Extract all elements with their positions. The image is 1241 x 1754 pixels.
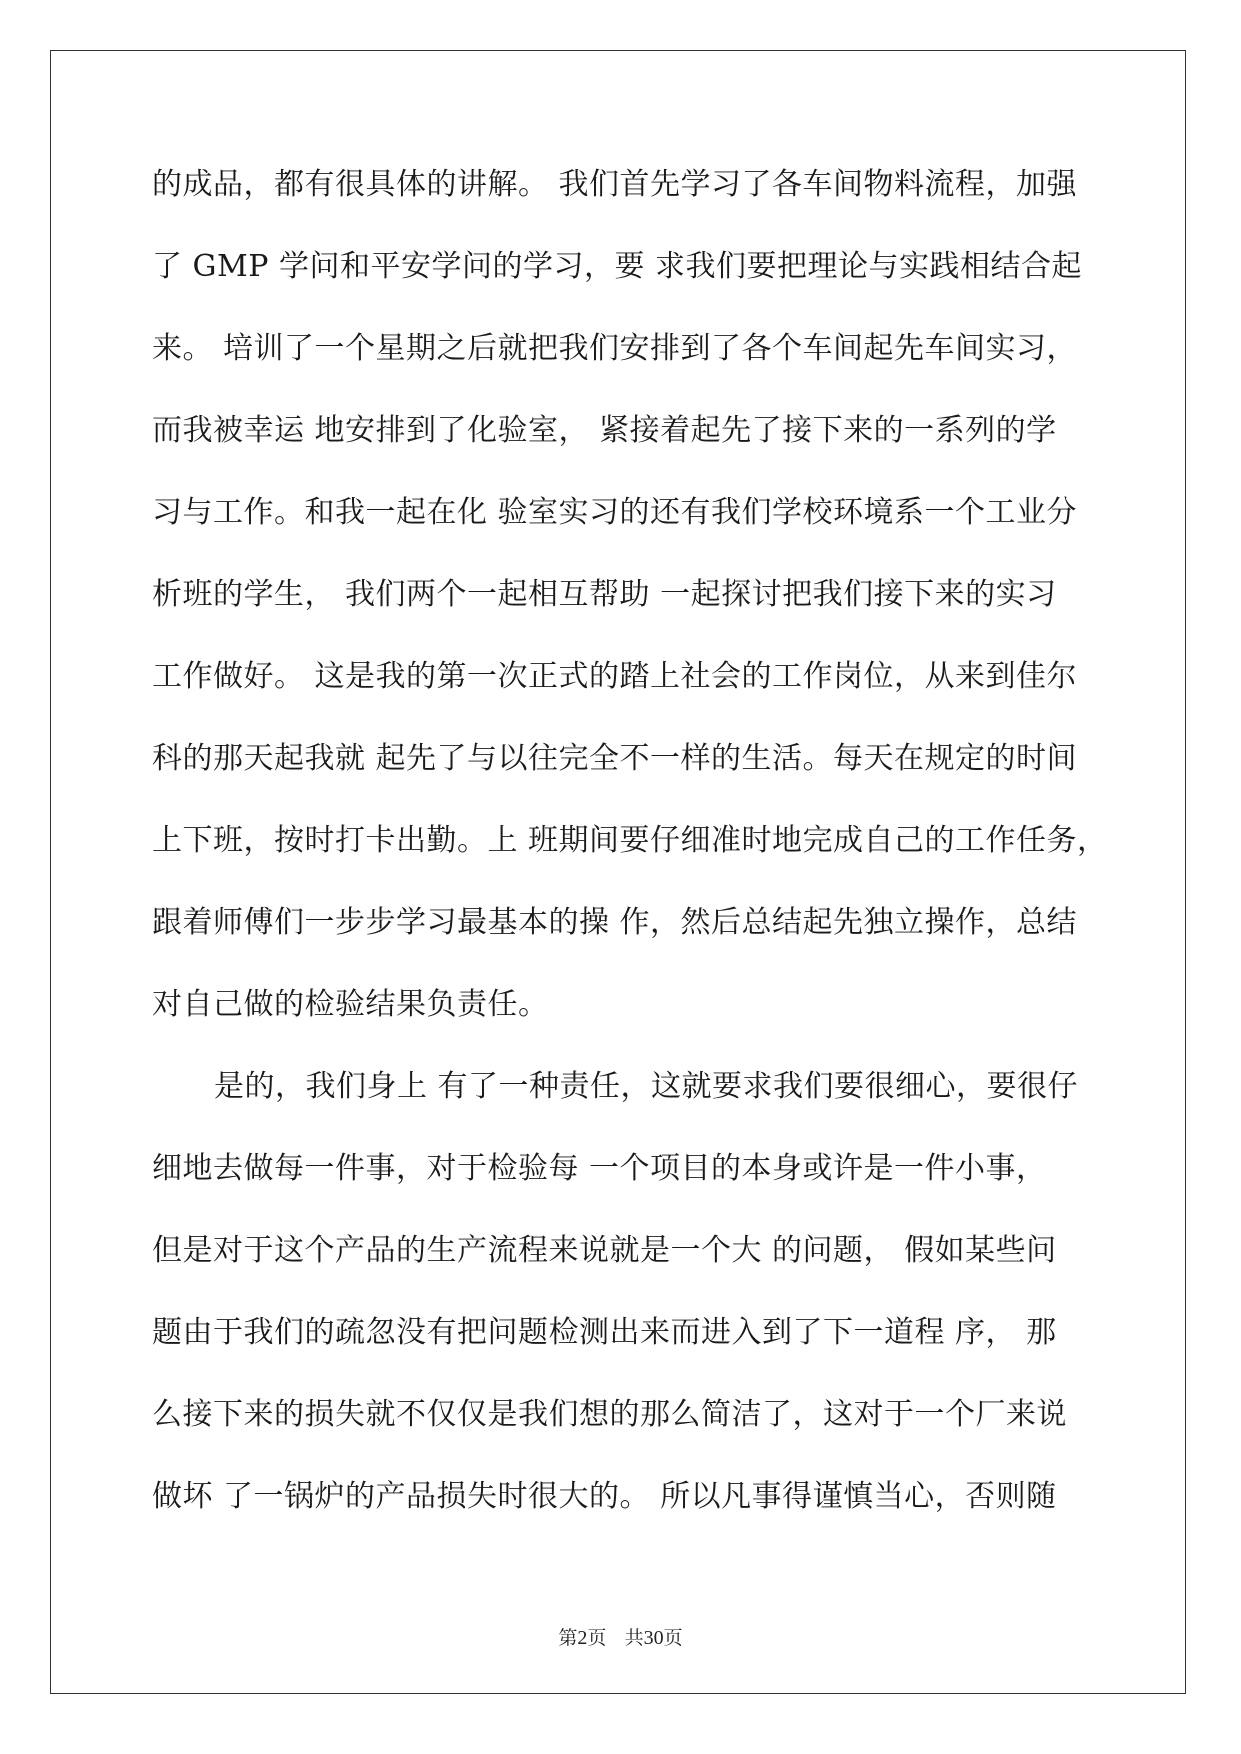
total-pages: 30	[643, 1627, 664, 1649]
text-line: 但是对于这个产品的生产流程来说就是一个大 的问题， 假如某些问	[152, 1233, 1057, 1268]
page-prefix: 第	[558, 1627, 578, 1649]
text-line: 跟着师傅们一步步学习最基本的操 作，然后总结起先独立操作，总结	[152, 905, 1078, 940]
text-line: 对自己做的检验结果负责任。	[152, 987, 549, 1022]
paragraph-start-line: 是的，我们身上 有了一种责任，这就要求我们要很细心，要很仔	[214, 1069, 1079, 1104]
page-footer	[0, 1623, 1241, 1650]
text-line: 而我被幸运 地安排到了化验室， 紧接着起先了接下来的一系列的学	[152, 413, 1057, 448]
text-line: 做坏 了一锅炉的产品损失时很大的。 所以凡事得谨慎当心，否则随	[152, 1479, 1057, 1514]
text-line: 科的那天起我就 起先了与以往完全不一样的生活。每天在规定的时间	[152, 741, 1078, 776]
page-number: 2	[577, 1627, 588, 1649]
total-suffix: 页	[663, 1627, 683, 1649]
document-body	[152, 166, 1108, 1560]
text-line: 上下班，按时打卡出勤。上 班期间要仔细准时地完成自己的工作任务，	[152, 823, 1108, 858]
page-suffix: 页	[587, 1627, 607, 1649]
text-line: 习与工作。和我一起在化 验室实习的还有我们学校环境系一个工业分	[152, 495, 1078, 530]
text-line: 析班的学生， 我们两个一起相互帮助 一起探讨把我们接下来的实习	[152, 577, 1057, 612]
text-line: 工作做好。 这是我的第一次正式的踏上社会的工作岗位，从来到佳尔	[152, 659, 1078, 694]
total-prefix: 共	[624, 1627, 644, 1649]
text-line: 来。 培训了一个星期之后就把我们安排到了各个车间起先车间实习，	[152, 331, 1078, 366]
text-line: 了 GMP 学问和平安学问的学习，要 求我们要把理论与实践相结合起	[152, 249, 1082, 284]
text-line: 细地去做每一件事，对于检验每 一个项目的本身或许是一件小事，	[152, 1151, 1047, 1186]
text-line: 题由于我们的疏忽没有把问题检测出来而进入到了下一道程 序， 那	[152, 1315, 1057, 1350]
text-line: 的成品，都有很具体的讲解。 我们首先学习了各车间物料流程，加强	[152, 167, 1078, 202]
text-line: 么接下来的损失就不仅仅是我们想的那么简洁了，这对于一个厂来说	[152, 1397, 1067, 1432]
